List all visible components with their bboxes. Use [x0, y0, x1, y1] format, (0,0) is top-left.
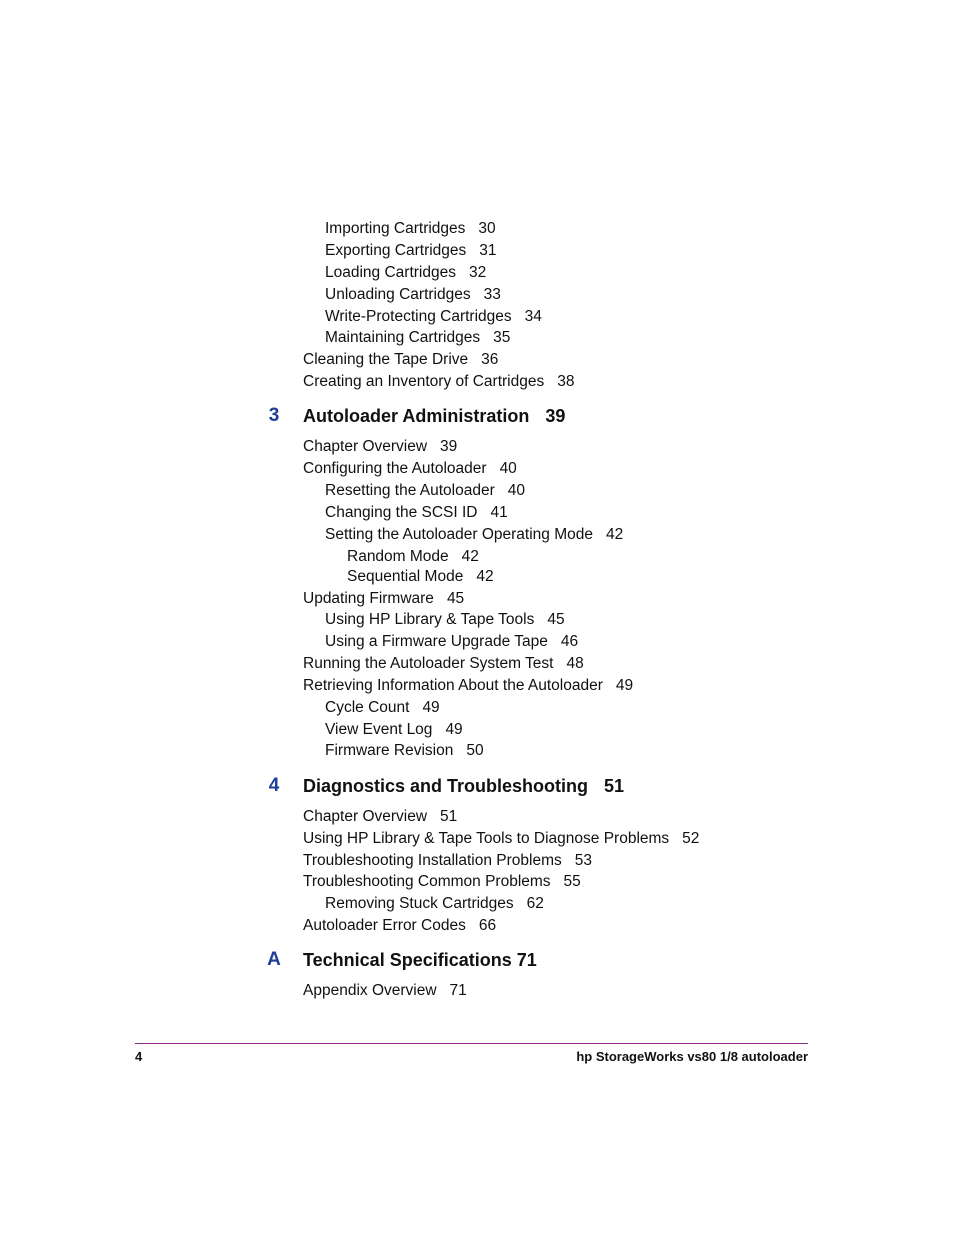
chapter-title[interactable]: [303, 774, 624, 798]
toc-entry-title: Unloading Cartridges: [325, 286, 471, 303]
toc-entry-title: Chapter Overview: [303, 808, 428, 825]
toc-entry-title: Autoloader Error Codes: [303, 917, 466, 934]
toc-entry-page: 31: [479, 242, 497, 259]
toc-entry-page: 39: [440, 438, 458, 455]
toc-entry[interactable]: [325, 241, 497, 261]
toc-entry[interactable]: [347, 567, 494, 587]
toc-entry-title: Using a Firmware Upgrade Tape: [325, 633, 548, 650]
toc-entry[interactable]: [325, 698, 440, 718]
toc-entry-title: Importing Cartridges: [325, 220, 466, 237]
toc-entry-page: 46: [560, 633, 579, 650]
toc-entry[interactable]: [325, 503, 508, 523]
toc-entry-title: Firmware Revision: [325, 742, 454, 759]
toc-entry[interactable]: [303, 872, 581, 892]
toc-entry-page: 48: [566, 655, 584, 672]
toc-entry-page: 40: [499, 460, 517, 477]
footer-doc-title: hp StorageWorks vs80 1/8 autoloader: [576, 1049, 808, 1064]
toc-entry[interactable]: [303, 851, 592, 871]
toc-entry-title: Updating Firmware: [303, 590, 434, 607]
chapter-title-text: Technical Specifications 71: [303, 950, 537, 970]
toc-entry[interactable]: [325, 263, 486, 283]
toc-entry-page: 62: [526, 895, 544, 912]
toc-entry-title: Resetting the Autoloader: [325, 482, 495, 499]
chapter-number: 3: [268, 405, 280, 426]
toc-entry[interactable]: [325, 894, 544, 914]
toc-entry[interactable]: [303, 350, 498, 370]
chapter-title[interactable]: [303, 948, 537, 972]
toc-entry-title: Using HP Library & Tape Tools: [325, 611, 535, 628]
toc-entry-title: Configuring the Autoloader: [303, 460, 487, 477]
toc-entry-page: 42: [461, 548, 479, 565]
toc-entry[interactable]: [303, 829, 699, 849]
toc-entry[interactable]: [303, 372, 574, 392]
toc-entry-title: Sequential Mode: [347, 568, 464, 585]
toc-entry-page: 51: [440, 808, 458, 825]
toc-entry[interactable]: [325, 328, 510, 348]
toc-entry-page: 53: [574, 852, 593, 869]
toc-entry-page: 49: [445, 721, 463, 738]
toc-entry[interactable]: [303, 459, 517, 479]
toc-entry-title: Retrieving Information About the Autoloader: [303, 677, 603, 694]
toc-entry-page: 32: [468, 264, 487, 281]
toc-entry-page: 45: [446, 590, 465, 607]
toc-entry[interactable]: [325, 481, 525, 501]
toc-entry-page: 40: [507, 482, 526, 499]
chapter-title-text: Diagnostics and Troubleshooting: [303, 776, 589, 796]
toc-entry-page: 42: [476, 568, 494, 585]
toc-entry-title: Appendix Overview: [303, 982, 437, 999]
toc-entry-page: 50: [466, 742, 484, 759]
toc-entry-page: 30: [478, 220, 496, 237]
chapter-title-text: Autoloader Administration: [303, 406, 530, 426]
toc-entry[interactable]: [325, 610, 565, 630]
chapter-number: A: [267, 949, 281, 970]
toc-entry-page: 52: [682, 830, 700, 847]
toc-entry-page: 71: [449, 982, 467, 999]
toc-entry-page: 66: [478, 917, 497, 934]
toc-entry-title: Setting the Autoloader Operating Mode: [325, 526, 593, 543]
toc-entry-title: Using HP Library & Tape Tools to Diagnose Problems: [303, 830, 670, 847]
toc-entry[interactable]: [325, 525, 623, 545]
chapter-number: 4: [268, 775, 280, 796]
toc-entry-title: Exporting Cartridges: [325, 242, 467, 259]
toc-entry[interactable]: [303, 916, 496, 936]
footer-rule: [135, 1043, 808, 1044]
toc-entry-title: Running the Autoloader System Test: [303, 655, 554, 672]
toc-entry[interactable]: [303, 437, 457, 457]
toc-entry[interactable]: [303, 807, 457, 827]
toc-entry-title: Troubleshooting Installation Problems: [303, 852, 562, 869]
toc-entry-page: 55: [563, 873, 581, 890]
toc-entry[interactable]: [347, 547, 479, 567]
toc-entry-title: Cleaning the Tape Drive: [303, 351, 469, 368]
toc-entry-title: Random Mode: [347, 548, 449, 565]
toc-entry-title: Cycle Count: [325, 699, 410, 716]
toc-entry-title: Loading Cartridges: [325, 264, 456, 281]
toc-entry[interactable]: [325, 741, 484, 761]
toc-entry[interactable]: [325, 285, 501, 305]
toc-entry[interactable]: [325, 219, 496, 239]
toc-entry[interactable]: [303, 981, 467, 1001]
toc-entry-title: Maintaining Cartridges: [325, 329, 481, 346]
toc-entry[interactable]: [325, 307, 542, 327]
toc-entry-title: Troubleshooting Common Problems: [303, 873, 551, 890]
toc-entry[interactable]: [303, 654, 584, 674]
toc-entry[interactable]: [325, 632, 578, 652]
toc-entry-title: Removing Stuck Cartridges: [325, 895, 514, 912]
toc-entry-page: 33: [483, 286, 501, 303]
toc-entry-title: Creating an Inventory of Cartridges: [303, 373, 545, 390]
toc-entry-page: 42: [606, 526, 624, 543]
toc-entry[interactable]: [303, 676, 633, 696]
toc-entry[interactable]: [325, 720, 463, 740]
toc-entry-page: 38: [557, 373, 575, 390]
toc-entry-page: 49: [422, 699, 440, 716]
chapter-title[interactable]: [303, 404, 565, 428]
toc-entry-page: 36: [481, 351, 499, 368]
toc-entry-page: 45: [547, 611, 565, 628]
toc-entry-title: View Event Log: [325, 721, 433, 738]
chapter-page: 39: [545, 406, 566, 426]
toc-entry[interactable]: [303, 589, 464, 609]
footer-page-number: 4: [135, 1049, 143, 1064]
toc-entry-page: 49: [615, 677, 634, 694]
toc-entry-page: 35: [493, 329, 511, 346]
toc-entry-title: Write-Protecting Cartridges: [325, 308, 512, 325]
toc-entry-title: Changing the SCSI ID: [325, 504, 478, 521]
toc-entry-page: 41: [490, 504, 508, 521]
toc-entry-page: 34: [524, 308, 542, 325]
toc-entry-title: Chapter Overview: [303, 438, 428, 455]
chapter-page: 51: [604, 776, 625, 796]
